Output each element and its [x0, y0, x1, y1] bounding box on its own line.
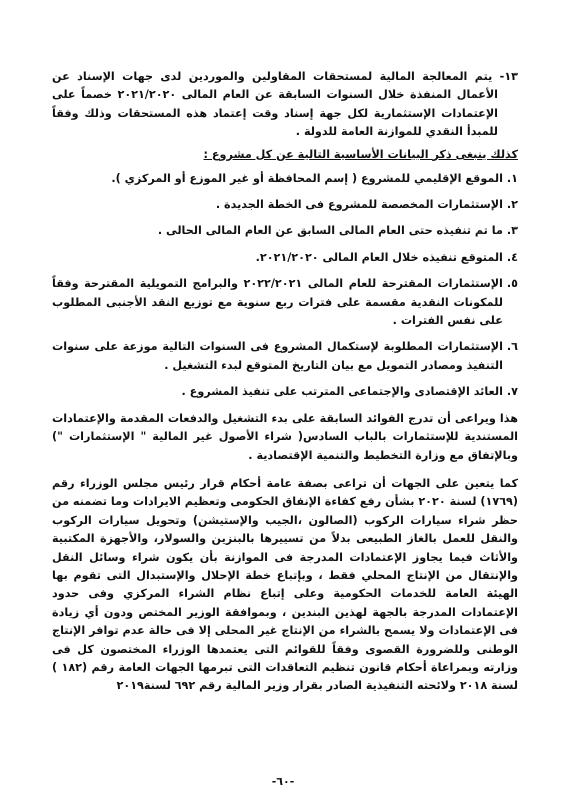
list-item-text: الإستثمارات المقترحة للعام المالى ٢٠٢٢/٢٠٢١ والبرامج التمويلية المقترحة وفقاً للمكونات النقدية مقسمة على فترات ربع سنوية مع توزيع النقد الأجنبى المطلوب على نفس الفترات . [52, 277, 503, 328]
list-item-text: ما تم تنفيذه حتى العام المالى السابق عن العام المالى الحالى . [157, 224, 503, 238]
paragraph-13: ١٣- يتم المعالجة المالية لمستحقات المقاولين والموردين لدى جهات الإسناد عن الأعمال المنفذة خلال السنوات السابقة عن العام المالى ٢٠٢١/٢٠٢٠ خصماً على الإعتمادات الإستثمارية لكل جهة إسناد وقت إعتماد هذه المستحقات وذلك وفقاً للمبدأ النقدي للموازنة العامة للدولة . [52, 70, 518, 139]
list-item-text: العائد الإقتصادى والإجتماعى المترتب على تنفيذ المشروع . [181, 385, 503, 399]
list-item-text: المتوقع تنفيذه خلال العام المالى ٢٠٢١/٢٠٢٠. [255, 250, 503, 264]
page-number: -٦٠- [271, 775, 295, 788]
list-item-text: الإستثمارات المخصصة للمشروع فى الخطة الجديدة . [215, 198, 503, 212]
list-item-number: ١. [506, 171, 518, 185]
list-item [52, 222, 518, 240]
list-item [52, 249, 518, 267]
basic-data-list [52, 170, 518, 402]
list-item-number: ٣. [506, 224, 518, 238]
list-item [52, 338, 518, 375]
list-item-number: ٥. [506, 277, 518, 291]
list-item-text: الموقع الإقليمي للمشروع ( إسم المحافظة أو غير الموزع أو المركزي ). [111, 171, 503, 185]
final-paragraph: كما يتعين على الجهات أن تراعى بصفة عامة أحكام قرار رئيس مجلس الوزراء رقم (١٧٦٩) لسنة ٢٠٢٠ بشأن رفع كفاءة الإنفاق الحكومى وتعظيم الايرادات وما تضمنه من حظر شراء سيارات الركوب (الصالون ،الجيب والإستيشن) وتحويل سيارات الركوب والنقل للعمل بالغاز الطبيعى بدلاً من تسييرها بالبنزين والسولار، والأجهزة المكتبية والأثاث فيما يجاوز الإعتمادات المدرجة فى الموازنة بأن يكون شراء وسائل النقل والإنتقال من الإنتاج المحلي فقط ، وبإتباع خطة الإحلال والإستبدال التى تقوم بها الهيئة العامة للخدمات الحكومية وعلى إتباع نظام الشراء المركزي وفى حدود الإعتمادات المدرجة بالجهة لهذين البندين ، وبموافقة الوزير المختص ودون أي زيادة فى الإعتمادات ولا يسمح بالشراء من الإنتاج غير المحلى إلا فى حالة عدم توافر الإنتاج الوطنى وللضرورة القصوى وفقاً للقوائم التى يعتمدها الوزراء المختصون كل فى وزارته وبمراعاة أحكام قانون تنظيم التعاقدات التى تبرمها الجهات العامة رقم (١٨٢ ) لسنة ٢٠١٨ ولائحته التنفيذية الصادر بقرار وزير المالية رقم ٦٩٢ لسنة٢٠١٩ [52, 476, 518, 693]
list-item-number: ٦. [506, 340, 518, 354]
list-item [52, 170, 518, 188]
list-item-text: الإستثمارات المطلوبة لإستكمال المشروع فى السنوات التالية موزعة على سنوات التنفيذ ومصادر التمويل مع بيان التاريخ المتوقع لبدء التشغيل . [52, 340, 503, 372]
note-paragraph: هذا ويراعى أن تدرج الفوائد السابقة على بدء التشغيل والدفعات المقدمة والإعتمادات المستندية للإستثمارات بالباب السادس( شراء الأصول غير المالية " الإستثمارات ") وبالإتفاق مع وزارة التخطيط والتنمية الإقتصادية . [52, 411, 518, 462]
list-item [52, 196, 518, 214]
list-item [52, 275, 518, 330]
list-item [52, 383, 518, 401]
section-subheading: كذلك ينبغى ذكر البيانات الأساسية التالية عن كل مشروع : [203, 147, 518, 161]
list-item-number: ٧. [506, 385, 518, 399]
list-item-number: ٤. [506, 250, 518, 264]
list-item-number: ٢. [506, 198, 518, 212]
